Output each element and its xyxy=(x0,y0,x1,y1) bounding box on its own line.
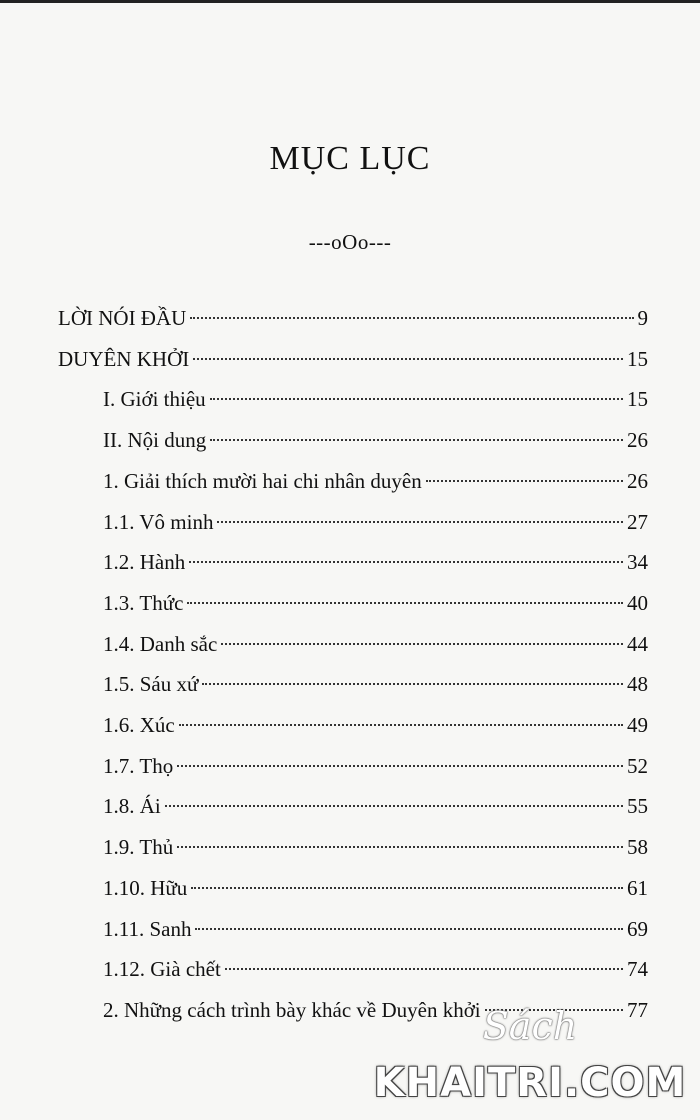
dot-leader xyxy=(210,439,623,441)
toc-entry-page: 61 xyxy=(627,876,648,900)
toc-entry-page: 34 xyxy=(627,550,648,574)
toc-entry-page: 40 xyxy=(627,591,648,615)
dot-leader xyxy=(225,968,623,970)
top-border-line xyxy=(0,0,700,3)
dot-leader xyxy=(193,358,623,360)
toc-entry[interactable] xyxy=(103,870,648,906)
toc-entry[interactable] xyxy=(103,707,648,743)
toc-entry[interactable] xyxy=(103,951,648,987)
toc-entry-label: 2. Những cách trình bày khác về Duyên khởi xyxy=(103,998,481,1022)
dot-leader xyxy=(179,724,623,726)
toc-entry-page: 52 xyxy=(627,754,648,778)
dot-leader xyxy=(195,928,623,930)
dot-leader xyxy=(187,602,623,604)
toc-entry-label: 1.6. Xúc xyxy=(103,713,175,737)
dot-leader xyxy=(210,398,623,400)
toc-entry-page: 9 xyxy=(637,306,648,330)
toc-entry-label: 1.8. Ái xyxy=(103,794,161,818)
toc-entry-page: 58 xyxy=(627,835,648,859)
dot-leader xyxy=(202,683,623,685)
toc-entry-label: 1.1. Vô minh xyxy=(103,510,214,534)
dot-leader xyxy=(191,887,623,889)
toc-entry-page: 48 xyxy=(627,672,648,696)
dot-leader xyxy=(177,846,623,848)
toc-entry-label: 1.12. Già chết xyxy=(103,957,221,981)
toc-entry-page: 15 xyxy=(627,387,648,411)
toc-entry[interactable] xyxy=(103,504,648,540)
toc-entry-page: 26 xyxy=(627,428,648,452)
toc-entry-label: 1.10. Hữu xyxy=(103,876,188,900)
toc-entry-page: 15 xyxy=(627,347,648,371)
toc-entry[interactable] xyxy=(103,829,648,865)
toc-entry[interactable] xyxy=(103,585,648,621)
dot-leader xyxy=(189,561,623,563)
page-title: MỤC LỤC xyxy=(269,140,431,177)
toc-entry[interactable] xyxy=(58,300,648,336)
dot-leader xyxy=(177,765,623,767)
toc-entry[interactable] xyxy=(103,788,648,824)
toc-entry-label: 1.5. Sáu xứ xyxy=(103,672,199,696)
toc-entry-label: I. Giới thiệu xyxy=(103,387,206,411)
toc-entry-page: 44 xyxy=(627,632,648,656)
toc-entry[interactable] xyxy=(103,748,648,784)
toc-entry-label: 1. Giải thích mười hai chi nhân duyên xyxy=(103,469,422,493)
watermark-script: Sách xyxy=(482,1004,578,1048)
toc-entry[interactable] xyxy=(103,381,648,417)
toc-entry-page: 49 xyxy=(627,713,648,737)
toc-entry-label: 1.2. Hành xyxy=(103,550,186,574)
toc-entry-label: 1.11. Sanh xyxy=(103,917,192,941)
toc-entry-page: 74 xyxy=(627,957,648,981)
toc-entry-label: DUYÊN KHỞI xyxy=(58,347,190,371)
toc-entry[interactable] xyxy=(103,544,648,580)
dot-leader xyxy=(221,643,623,645)
toc-entry-label: LỜI NÓI ĐẦU xyxy=(58,306,187,330)
toc-entry[interactable] xyxy=(103,666,648,702)
toc-entry-label: 1.4. Danh sắc xyxy=(103,632,218,656)
toc-entry[interactable] xyxy=(103,911,648,947)
dot-leader xyxy=(217,521,623,523)
toc-entry-page: 55 xyxy=(627,794,648,818)
dot-leader xyxy=(190,317,633,319)
dot-leader xyxy=(426,480,623,482)
toc-entry-page: 77 xyxy=(627,998,648,1022)
toc-entry-label: 1.3. Thức xyxy=(103,591,184,615)
toc-entry-label: 1.9. Thủ xyxy=(103,835,174,859)
toc-entry-page: 26 xyxy=(627,469,648,493)
dot-leader xyxy=(165,805,623,807)
table-of-contents xyxy=(0,300,700,1040)
toc-entry-page: 27 xyxy=(627,510,648,534)
toc-entry[interactable] xyxy=(58,341,648,377)
toc-entry[interactable] xyxy=(103,422,648,458)
watermark-brand: KHAITRI.COM xyxy=(373,1060,687,1106)
toc-entry[interactable] xyxy=(103,463,648,499)
toc-entry[interactable] xyxy=(103,626,648,662)
toc-entry-label: 1.7. Thọ xyxy=(103,754,174,778)
divider-ornament: ---oOo--- xyxy=(308,230,392,254)
toc-entry-page: 69 xyxy=(627,917,648,941)
toc-entry-label: II. Nội dung xyxy=(103,428,207,452)
